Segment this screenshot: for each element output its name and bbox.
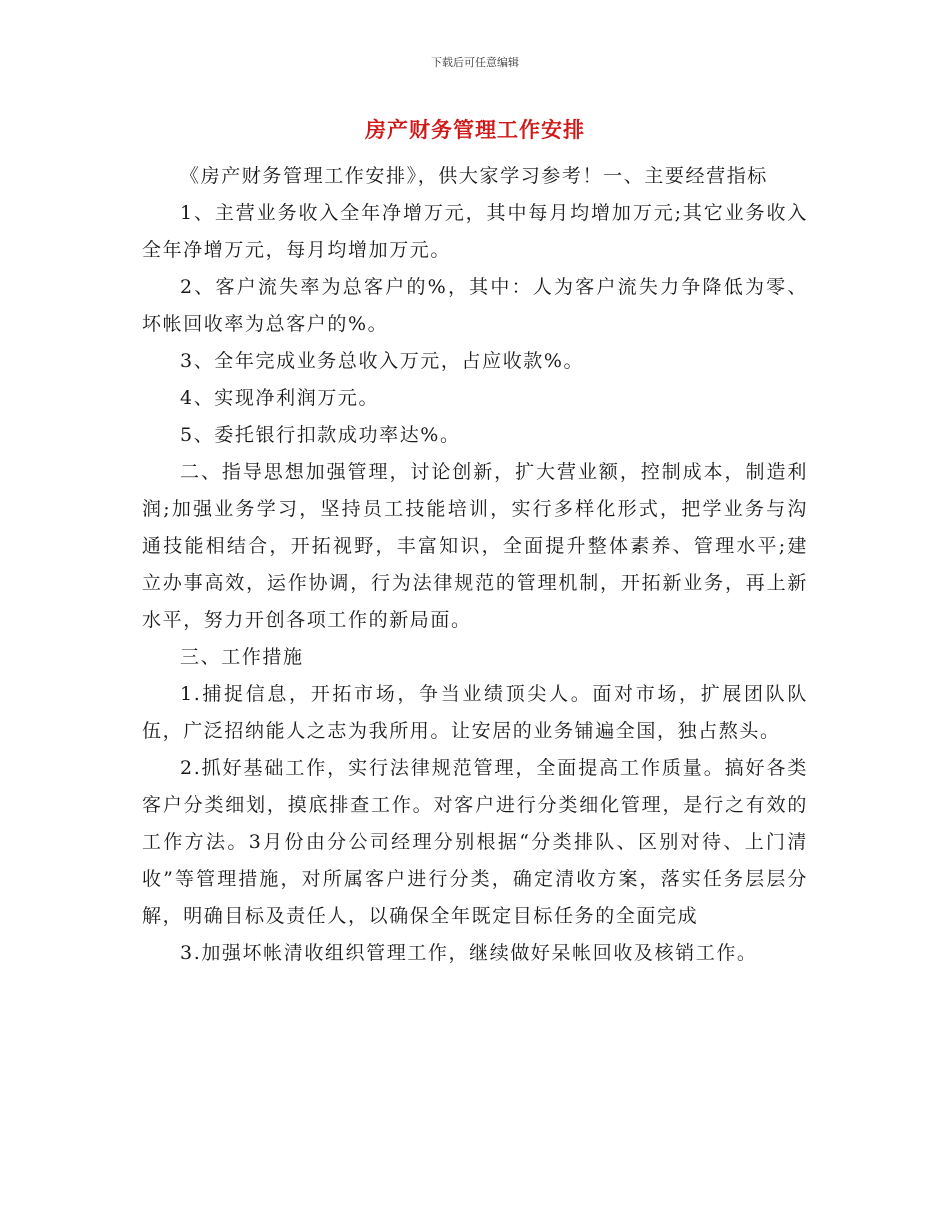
- document-title: 房产财务管理工作安排: [365, 117, 585, 142]
- paragraph-intro: 《房产财务管理工作安排》，供大家学习参考！一、主要经营指标: [180, 165, 768, 187]
- paragraph-guiding-ideology: 二、指导思想加强管理，讨论创新，扩大营业额，控制成本，制造利润;加强业务学习，坚持员工技能培训，实行多样化形式，把学业务与沟通技能相结合，开拓视野，丰富知识，全面提升整体素养、管理水平;建立办事高效，运作协调，行为法律规范的管理机制，开拓新业务，再上新水平，努力开创各项工作的新局面。: [142, 461, 808, 631]
- paragraph-item-5: 5、委托银行扣款成功率达%。: [180, 424, 461, 446]
- header-note: 下载后可任意编辑: [431, 56, 519, 69]
- paragraph-item-1: 1、主营业务收入全年净增万元，其中每月均增加万元;其它业务收入全年净增万元，每月均增加万元。: [142, 202, 808, 261]
- paragraph-item-4: 4、实现净利润万元。: [180, 387, 380, 409]
- section-heading-measures: 三、工作措施: [180, 646, 304, 668]
- paragraph-measure-1: 1.捕捉信息，开拓市场，争当业绩顶尖人。面对市场，扩展团队队伍，广泛招纳能人之志为我所用。让安居的业务铺遍全国，独占熬头。: [142, 683, 808, 742]
- document-body: [142, 158, 808, 972]
- paragraph-item-3: 3、全年完成业务总收入万元，占应收款%。: [180, 350, 585, 372]
- paragraph-measure-2: 2.抓好基础工作，实行法律规范管理，全面提高工作质量。搞好各类客户分类细划，摸底排查工作。对客户进行分类细化管理，是行之有效的工作方法。3月份由分公司经理分别根据“分类排队、区别对待、上门清收”等管理措施，对所属客户进行分类，确定清收方案，落实任务层层分解，明确目标及责任人，以确保全年既定目标任务的全面完成: [142, 757, 808, 927]
- paragraph-measure-3: 3.加强坏帐清收组织管理工作，继续做好呆帐回收及核销工作。: [180, 942, 758, 964]
- paragraph-item-2: 2、客户流失率为总客户的%，其中：人为客户流失力争降低为零、坏帐回收率为总客户的%。: [142, 276, 808, 335]
